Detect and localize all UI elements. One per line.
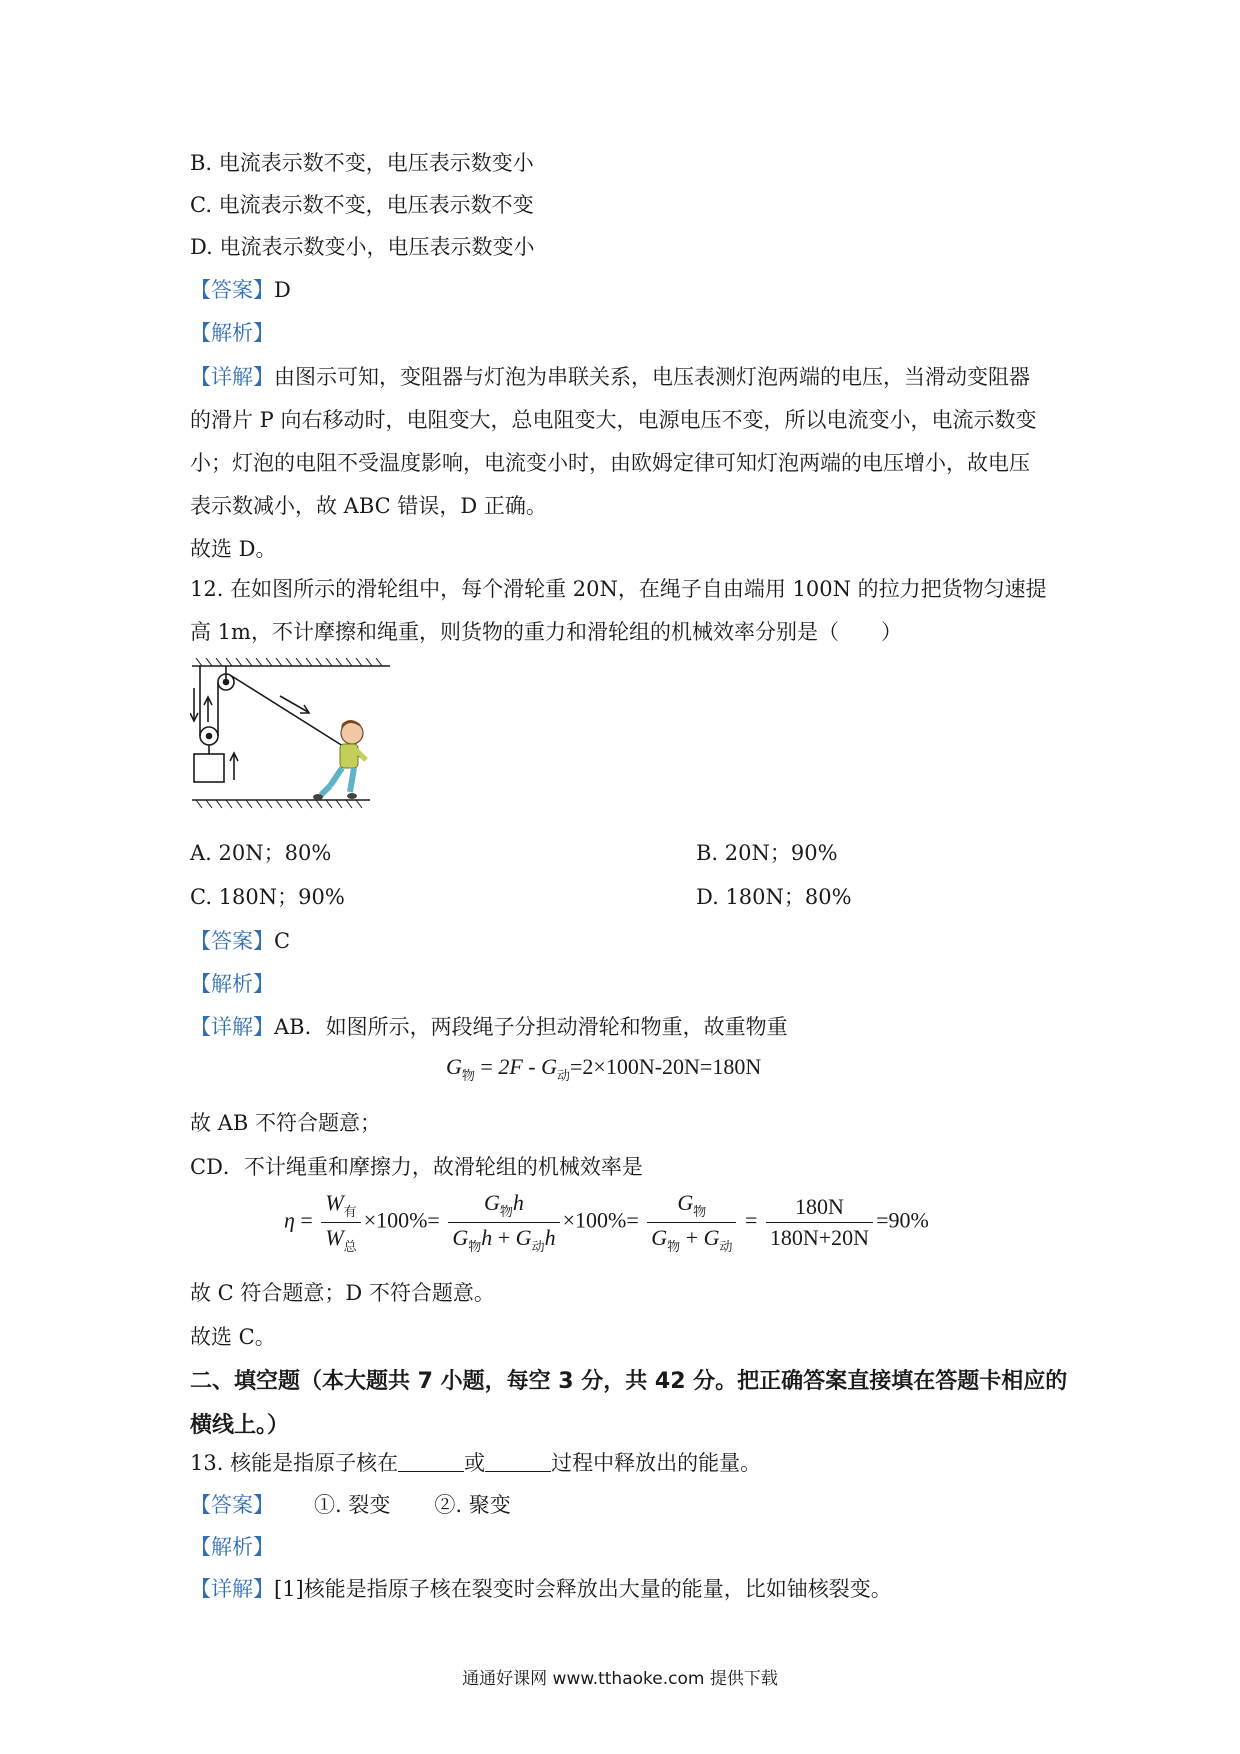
q11-option-b: B. 电流表示数不变，电压表示数变小	[190, 151, 534, 175]
ceiling-hatch	[196, 658, 382, 666]
q12-analysis-label: 【解析】	[190, 972, 274, 996]
answer-blank-2	[485, 1451, 551, 1472]
q11-option-d: D. 电流表示数变小，电压表示数变小	[190, 235, 535, 259]
formula-weight: $G_物 = 2F - G_动=2\times 100N-20N=180N$	[446, 1054, 762, 1084]
q12-cd-conclusion: 故 C 符合题意；D 不符合题意。	[190, 1281, 495, 1305]
detail-text: AB．如图所示，两段绳子分担动滑轮和物重，故重物重	[274, 1015, 788, 1039]
q13-analysis-label: 【解析】	[190, 1535, 274, 1559]
q12-option-c: C. 180N；90%	[190, 885, 345, 909]
q11-answer	[190, 275, 291, 305]
q11-analysis-label: 【解析】	[190, 321, 274, 345]
answer-value-1: ①. 裂变	[314, 1493, 391, 1517]
answer-label: 【答案】	[190, 929, 274, 953]
q12-detail-cd: CD．不计绳重和摩擦力，故滑轮组的机械效率是	[190, 1155, 643, 1179]
q12-stem: 12. 在如图所示的滑轮组中，每个滑轮重 20N，在绳子自由端用 100N 的拉力把货物匀速提高 1m，不计摩擦和绳重，则货物的重力和滑轮组的机械效率分别是（ ）	[190, 577, 1047, 644]
q13-answer	[190, 1490, 511, 1520]
q11-conclusion: 故选 D。	[190, 537, 277, 561]
detail-text: 由图示可知，变阻器与灯泡为串联关系，电压表测灯泡两端的电压，当滑动变阻器的滑片 P 向右移动时，电阻变大，总电阻变大，电源电压不变，所以电流变小，电流示数变小；灯泡的电阻不受温度影响，电流变小时，由欧姆定律可知灯泡两端的电压增小，故电压表示数减小，故 ABC 错误，D 正确。	[190, 365, 1037, 518]
q11-option-c: C. 电流表示数不变，电压表示数不变	[190, 193, 534, 217]
section-heading: 二、填空题（本大题共 7 小题，每空 3 分，共 42 分。把正确答案直接填在答题卡相应的横线上。）	[190, 1369, 1068, 1438]
q12-conclusion: 故选 C。	[190, 1325, 276, 1349]
formula-efficiency: η = $\frac{W_有}{W_总}$ ×100%= $\frac{G_物h}{G_物h + G_动h}$ ×100%= $\frac{G_物}{G_物 + G_动}$ = $\frac{180N}{180N+20N}$ =90%	[284, 1190, 929, 1255]
q12-option-b: B. 20N；90%	[696, 841, 838, 865]
pulley-diagram	[190, 658, 400, 818]
q12-ab-conclusion: 故 AB 不符合题意；	[190, 1111, 381, 1135]
q13-detail	[190, 1574, 892, 1604]
detail-label: 【详解】	[190, 365, 274, 389]
answer-blank-1	[398, 1451, 464, 1472]
floor-hatch	[196, 800, 362, 808]
q11-detail	[190, 356, 1050, 528]
answer-label: 【答案】	[190, 1493, 274, 1517]
answer-value: D	[274, 278, 291, 302]
detail-label: 【详解】	[190, 1577, 274, 1601]
q12-option-d: D. 180N；80%	[696, 885, 852, 909]
q12-answer	[190, 926, 290, 956]
page-footer: 通通好课网 www.tthaoke.com 提供下载	[462, 1669, 778, 1689]
answer-value: C	[274, 929, 291, 953]
load-box	[194, 754, 224, 782]
q12-option-a: A. 20N；80%	[190, 841, 332, 865]
q12-detail-ab	[190, 1012, 788, 1042]
detail-label: 【详解】	[190, 1015, 274, 1039]
detail-text: [1]核能是指原子核在裂变时会释放出大量的能量，比如铀核裂变。	[274, 1577, 892, 1601]
answer-label: 【答案】	[190, 278, 274, 302]
answer-value-2: ②. 聚变	[434, 1493, 511, 1517]
q13-stem: 13. 核能是指原子核在 或 过程中释放出的能量。	[190, 1451, 762, 1475]
